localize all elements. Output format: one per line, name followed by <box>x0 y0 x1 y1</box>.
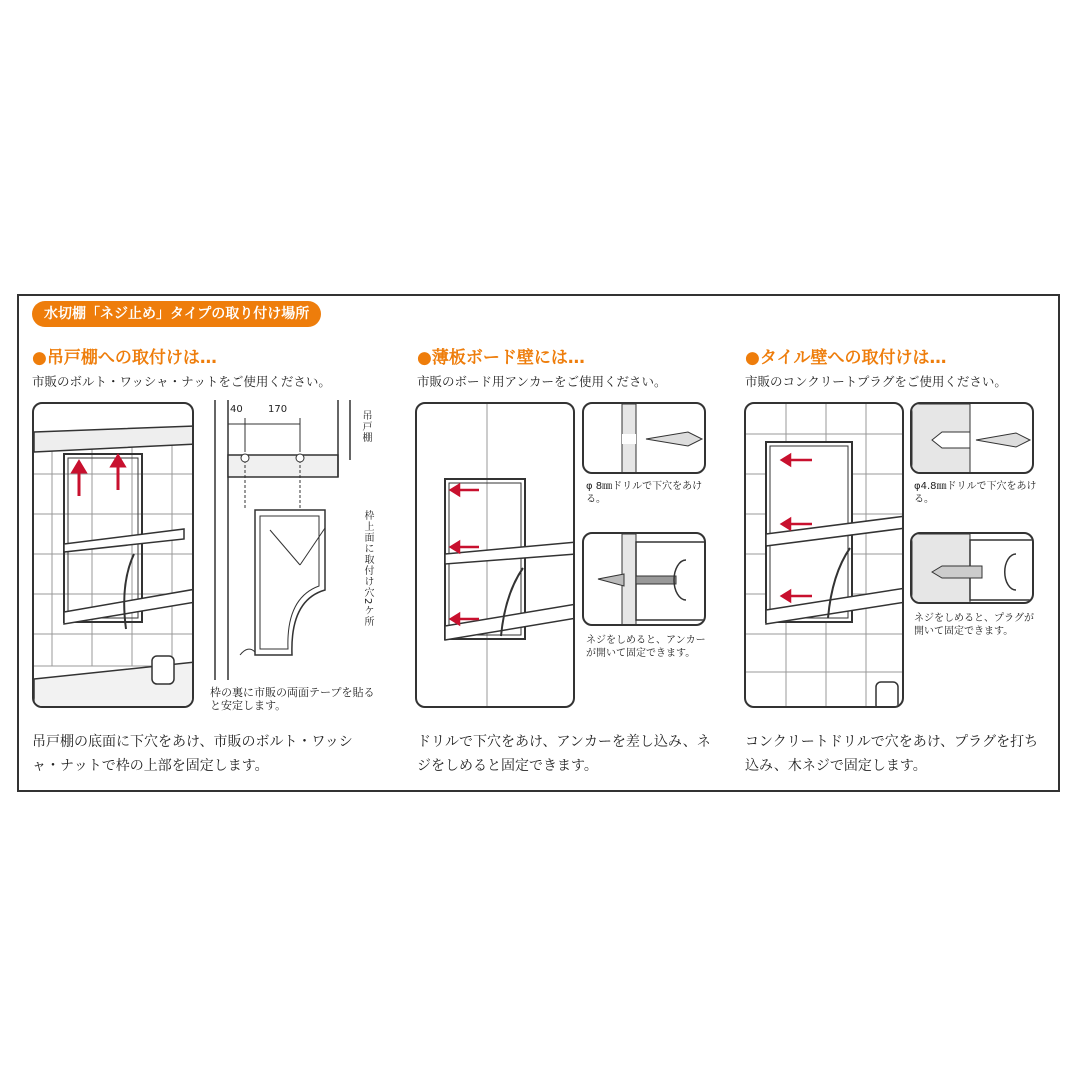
section-1-subtitle: 市販のボルト・ワッシャ・ナットをご使用ください。 <box>32 374 331 389</box>
tile-wall-illustration <box>744 402 904 708</box>
cabinet-mount-diagram <box>200 400 380 690</box>
tile-plug-note: ネジをしめると、プラグが開いて固定できます。 <box>914 613 1034 637</box>
section-2-title: ●薄板ボード壁には… <box>417 348 585 368</box>
board-anchor-note: ネジをしめると、アンカーが開いて固定できます。 <box>586 635 706 659</box>
board-anchor-illustration <box>582 532 706 626</box>
label-mount-holes: 枠上面に取付け穴2ケ所 <box>362 510 373 628</box>
board-drill-note: φ 8㎜ドリルで下穴をあける。 <box>586 481 703 505</box>
board-drill-illustration <box>582 402 706 474</box>
dimension-40: 40 <box>230 404 243 415</box>
cabinet-shelf-illustration <box>32 402 194 708</box>
section-3-caption: コンクリートドリルで穴をあけ、プラグを打ち込み、木ネジで固定します。 <box>745 734 1039 774</box>
dimension-170: 170 <box>268 404 288 415</box>
tile-drill-note: φ4.8㎜ドリルで下穴をあける。 <box>914 481 1037 505</box>
section-3-subtitle: 市販のコンクリートプラグをご使用ください。 <box>745 374 1007 389</box>
note-double-sided-tape: 枠の裏に市販の両面テープを貼ると安定します。 <box>210 686 375 712</box>
label-cabinet: 吊戸棚 <box>360 410 371 443</box>
section-1-caption: 吊戸棚の底面に下穴をあけ、市販のボルト・ワッシャ・ナットで枠の上部を固定します。 <box>32 734 353 774</box>
section-banner: 水切棚「ネジ止め」タイプの取り付け場所 <box>32 301 321 327</box>
tile-drill-illustration <box>910 402 1034 474</box>
section-2-caption: ドリルで下穴をあけ、アンカーを差し込み、ネジをしめると固定できます。 <box>417 734 711 774</box>
section-3-title: ●タイル壁への取付けは… <box>745 348 947 368</box>
section-1-title: ●吊戸棚への取付けは… <box>32 348 217 368</box>
section-2-subtitle: 市販のボード用アンカーをご使用ください。 <box>417 374 667 389</box>
tile-plug-illustration <box>910 532 1034 604</box>
board-wall-illustration <box>415 402 575 708</box>
